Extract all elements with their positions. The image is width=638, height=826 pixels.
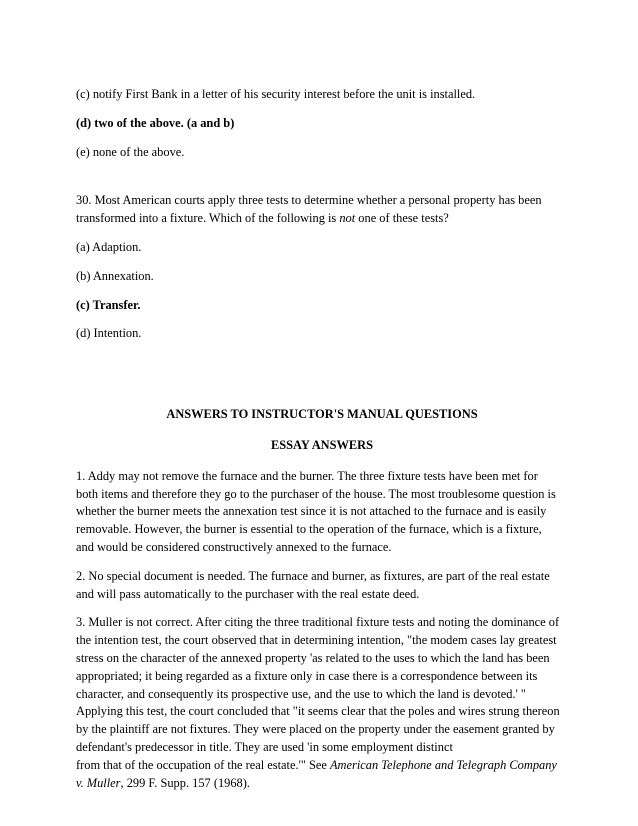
q29-option-d-answer: (d) two of the above. (a and b)	[76, 115, 235, 130]
answer-3-line: the intention test, the court observed that in determining intention, "the modem cases lay greatest	[76, 633, 557, 648]
case-name-cont: v. Muller	[76, 775, 121, 790]
answer-1-line: whether the burner meets the annexation test since it is not attached to the furnace and is easily	[76, 504, 547, 519]
q29-option-c: (c) notify First Bank in a letter of his security interest before the unit is installed.	[76, 87, 476, 101]
q30-stem-line1: 30. Most American courts apply three tests to determine whether a personal property has been	[76, 193, 542, 208]
q30-stem-text-end: one of these tests?	[355, 211, 449, 226]
answer-3-citation-line	[76, 757, 568, 775]
q30-option-a: (a) Adaption.	[76, 239, 142, 254]
case-name: American Telephone and Telegraph Company	[329, 757, 557, 772]
document-page	[76, 86, 568, 803]
answer-3-line: character, and consequently its prospective use, and the use to which the land is devoted.' "	[76, 686, 526, 701]
spacer	[76, 172, 568, 192]
answer-3-line: 3. Muller is not correct. After citing the three traditional fixture tests and noting the dominance of	[76, 615, 560, 630]
q30-option-c-answer: (c) Transfer.	[76, 297, 141, 312]
answer-3-line: by the plaintiff are not fixtures. They were placed on the property under the easement granted by	[76, 722, 555, 737]
answer-2-line: 2. No special document is needed. The furnace and burner, as fixtures, are part of the real estate	[76, 568, 550, 583]
answer-3-line: Applying this test, the court concluded that "it seems clear that the poles and wires strung thereon	[76, 704, 560, 719]
answer-3-citation-line	[76, 775, 568, 793]
answers-heading: ANSWERS TO INSTRUCTOR'S MANUAL QUESTIONS	[166, 407, 478, 422]
case-citation: , 299 F. Supp. 157 (1968).	[120, 775, 250, 790]
answer-3-line: stress on the character of the annexed property 'as related to the uses to which the land has been	[76, 650, 550, 665]
essay-answers-subheading: ESSAY ANSWERS	[270, 437, 374, 452]
answer-1-line: both items and therefore they go to the purchaser of the house. The most troublesome question is	[76, 486, 556, 501]
answer-2-line: and will pass automatically to the purchaser with the real estate deed.	[76, 586, 420, 601]
answer-1-line: 1. Addy may not remove the furnace and the burner. The three fixture tests have been met for	[76, 468, 538, 483]
q30-stem	[76, 192, 568, 228]
answer-1-line: removable. However, the burner is essential to the operation of the furnace, which is a fixture,	[76, 522, 542, 537]
answer-3-text: from that of the occupation of the real estate.'" See	[76, 757, 330, 772]
q30-stem-emphasis: not	[339, 211, 356, 226]
essay-answer-3	[76, 614, 568, 792]
q30-option-b: (b) Annexation.	[76, 268, 154, 283]
spacer	[76, 354, 568, 406]
answer-1-line: and would be considered constructively annexed to the furnace.	[76, 539, 392, 554]
essay-answer-2	[76, 568, 568, 604]
q30-stem-line2	[76, 210, 568, 228]
answer-3-line: defendant's predecessor in title. They are used 'in some employment distinct	[76, 739, 453, 754]
q29-option-e: (e) none of the above.	[76, 144, 185, 159]
essay-answer-1	[76, 468, 568, 557]
answer-3-line: appropriated; it being regarded as a fixture only in case there is a correspondence between its	[76, 668, 538, 683]
q30-stem-text: transformed into a fixture. Which of the following is	[76, 211, 340, 226]
q30-option-d: (d) Intention.	[76, 326, 142, 341]
